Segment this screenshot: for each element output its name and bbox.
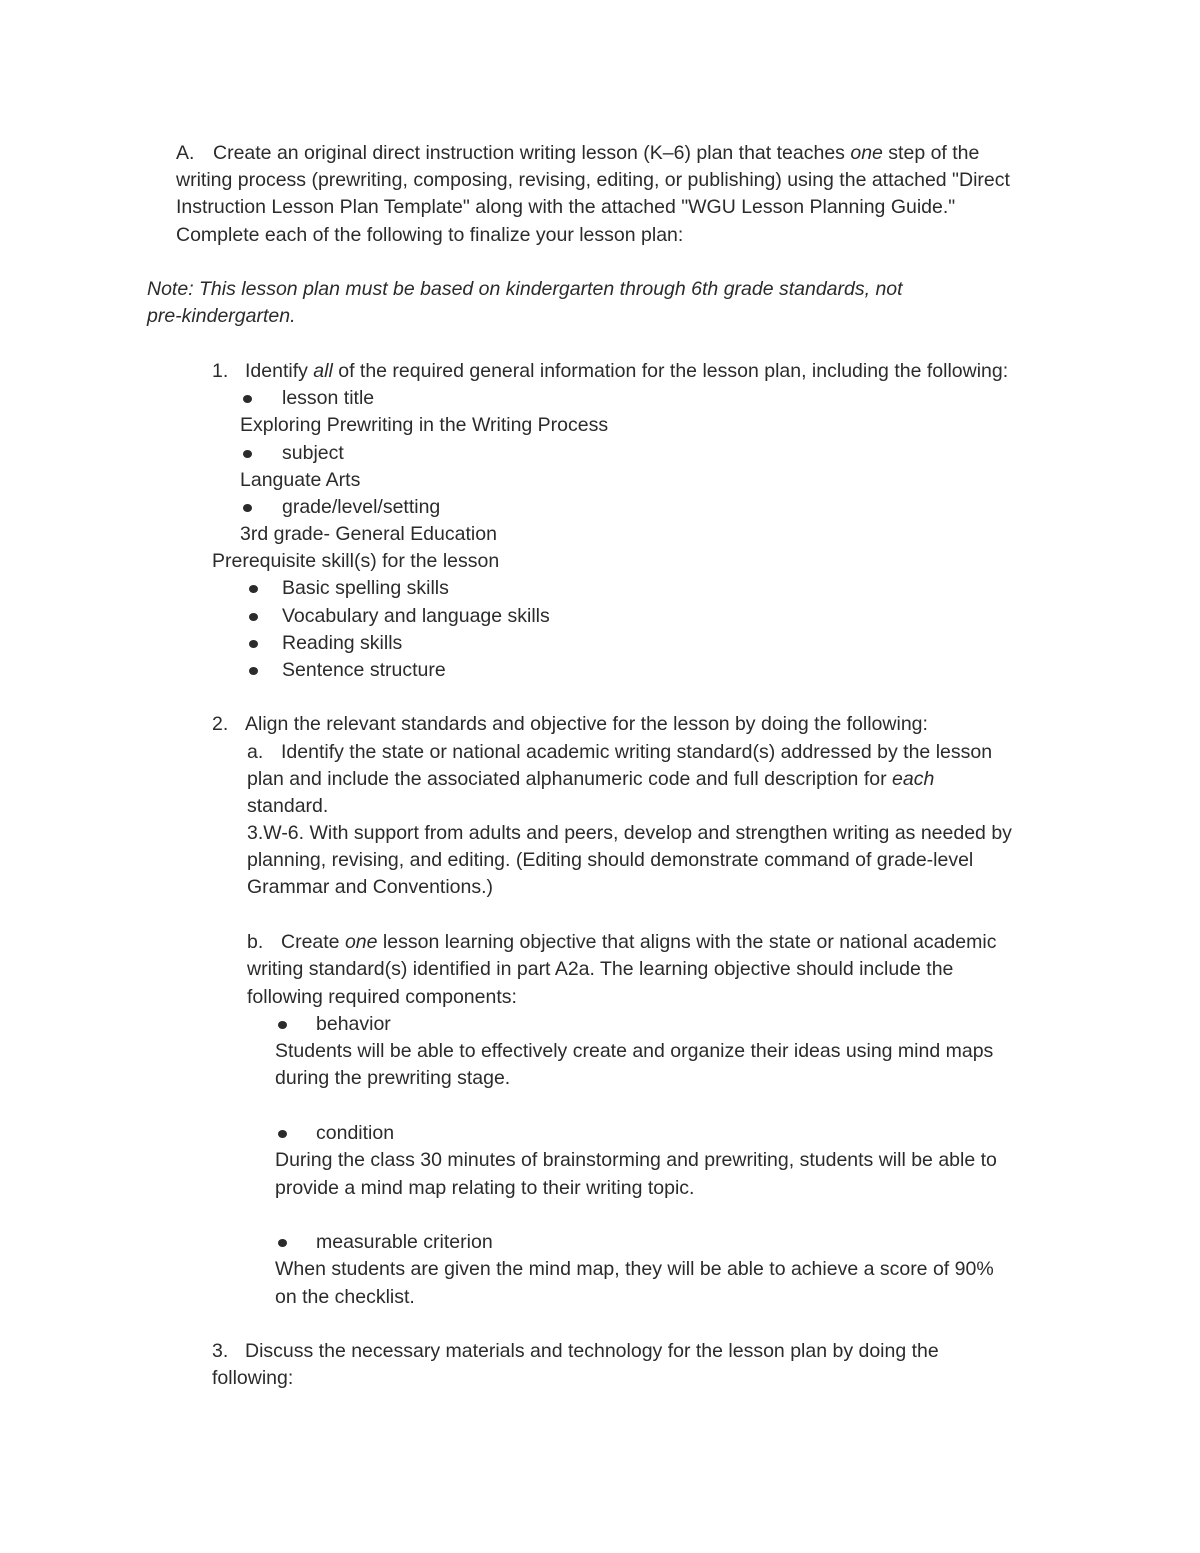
component-answer-behavior-2: during the prewriting stage. [275, 1067, 511, 1089]
item-2b-line3: following required components: [247, 986, 517, 1008]
bullet-icon [278, 1021, 287, 1029]
standard-answer-line2: planning, revising, and editing. (Editing should demonstrate command of grade-level [247, 849, 974, 871]
prereq-heading: Prerequisite skill(s) for the lesson [212, 550, 500, 572]
bullet-icon [278, 1130, 287, 1138]
field-label-lesson-title: lesson title [282, 387, 375, 409]
field-answer-subject: Languate Arts [240, 469, 361, 491]
note-line2: pre-kindergarten. [147, 305, 296, 327]
component-answer-condition-1: During the class 30 minutes of brainstorming and prewriting, students will be able to [275, 1149, 997, 1171]
standard-answer-line1: 3.W-6. With support from adults and peers, develop and strengthen writing as needed by [247, 822, 1012, 844]
bullet-icon [278, 1239, 287, 1247]
field-answer-grade: 3rd grade- General Education [240, 523, 497, 545]
component-answer-behavior-1: Students will be able to effectively create and organize their ideas using mind maps [275, 1040, 994, 1062]
bullet-icon [249, 667, 258, 675]
bullet-icon [243, 395, 252, 403]
bullet-icon [249, 640, 258, 648]
prereq-item: Sentence structure [282, 659, 446, 681]
section-a-line2: writing process (prewriting, composing, revising, editing, or publishing) using the attached "Direct [176, 169, 1010, 191]
component-label-criterion: measurable criterion [316, 1231, 493, 1253]
component-answer-criterion-1: When students are given the mind map, they will be able to achieve a score of 90% [275, 1258, 994, 1280]
item-2b-line1: Create one lesson learning objective that aligns with the state or national academic [281, 931, 997, 953]
prereq-item: Vocabulary and language skills [282, 605, 550, 627]
component-answer-criterion-2: on the checklist. [275, 1286, 415, 1308]
item-3-line1: Discuss the necessary materials and technology for the lesson plan by doing the [245, 1340, 939, 1362]
component-answer-condition-2: provide a mind map relating to their writing topic. [275, 1177, 695, 1199]
item-2a-line2: plan and include the associated alphanumeric code and full description for each [247, 768, 935, 790]
note-line1: Note: This lesson plan must be based on kindergarten through 6th grade standards, not [147, 278, 903, 300]
section-a-line4: Complete each of the following to finalize your lesson plan: [176, 224, 684, 246]
item-2-marker: 2. [212, 713, 229, 735]
field-label-subject: subject [282, 442, 344, 464]
item-2b-marker: b. [247, 931, 264, 953]
item-2-text: Align the relevant standards and objective for the lesson by doing the following: [245, 713, 928, 735]
item-1-text: Identify all of the required general information for the lesson plan, including the following: [245, 360, 1009, 382]
field-label-grade: grade/level/setting [282, 496, 441, 518]
item-3-line2: following: [212, 1367, 294, 1389]
prereq-item: Basic spelling skills [282, 577, 449, 599]
section-a-line1: Create an original direct instruction writing lesson (K–6) plan that teaches one step of the [213, 142, 980, 164]
item-2b-line2: writing standard(s) identified in part A2a. The learning objective should include the [247, 958, 954, 980]
bullet-icon [243, 450, 252, 458]
item-2a-line1: Identify the state or national academic writing standard(s) addressed by the lesson [281, 741, 993, 763]
item-3-marker: 3. [212, 1340, 229, 1362]
bullet-icon [243, 504, 252, 512]
item-2a-line3: standard. [247, 795, 329, 817]
section-a-marker: A. [176, 142, 195, 164]
standard-answer-line3: Grammar and Conventions.) [247, 876, 494, 898]
item-2a-marker: a. [247, 741, 264, 763]
item-1-marker: 1. [212, 360, 229, 382]
bullet-icon [249, 585, 258, 593]
bullet-icon [249, 613, 258, 621]
prereq-item: Reading skills [282, 632, 403, 654]
section-a-line3: Instruction Lesson Plan Template" along with the attached "WGU Lesson Planning Guide." [176, 196, 956, 218]
component-label-behavior: behavior [316, 1013, 391, 1035]
field-answer-lesson-title: Exploring Prewriting in the Writing Process [240, 414, 609, 436]
component-label-condition: condition [316, 1122, 395, 1144]
